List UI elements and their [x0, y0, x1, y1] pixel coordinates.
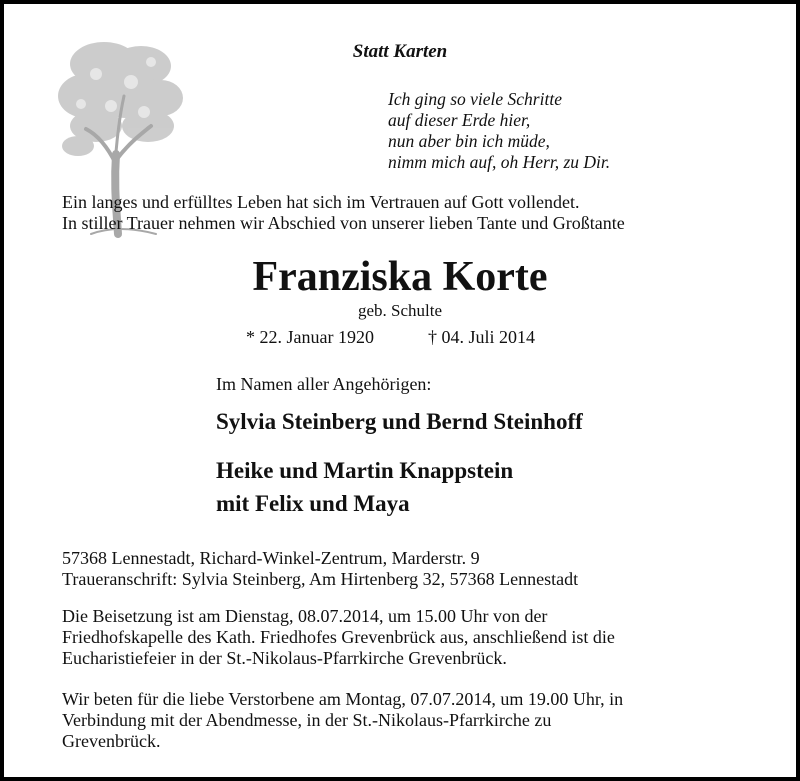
- mourner-line: Sylvia Steinberg und Bernd Steinhoff: [216, 409, 583, 434]
- address-block: [62, 548, 578, 590]
- death-date: † 04. Juli 2014: [428, 327, 536, 347]
- prayer-info: [62, 689, 623, 752]
- intro-line: In stiller Trauer nehmen wir Abschied von unserer lieben Tante und Großtante: [62, 213, 625, 233]
- funeral-line: Eucharistiefeier in der St.-Nikolaus-Pfarrkirche Grevenbrück.: [62, 648, 507, 668]
- intro-text: [62, 192, 625, 234]
- funeral-line: Friedhofskapelle des Kath. Friedhofes Grevenbrück aus, anschließend ist die: [62, 627, 615, 647]
- prayer-line: Wir beten für die liebe Verstorbene am Montag, 07.07.2014, um 19.00 Uhr, in: [62, 689, 624, 709]
- notice-heading: Statt Karten: [352, 41, 448, 62]
- prayer-line: Verbindung mit der Abendmesse, in der St.-Nikolaus-Pfarrkirche zu: [62, 710, 552, 730]
- poem-line: nimm mich auf, oh Herr, zu Dir.: [388, 152, 611, 172]
- birth-date: * 22. Januar 1920: [246, 327, 374, 347]
- deceased-name: Franziska Korte: [252, 254, 548, 300]
- prayer-line: Grevenbrück.: [62, 731, 161, 751]
- address-line: 57368 Lennestadt, Richard-Winkel-Zentrum, Marderstr. 9: [62, 548, 480, 568]
- address-line: Traueranschrift: Sylvia Steinberg, Am Hirtenberg 32, 57368 Lennestadt: [62, 569, 579, 589]
- mourner-line: Heike und Martin Knappstein: [216, 458, 514, 483]
- mourners-intro: Im Namen aller Angehörigen:: [216, 374, 432, 394]
- maiden-name: geb. Schulte: [357, 301, 443, 320]
- poem-line: Ich ging so viele Schritte: [388, 89, 562, 109]
- poem-line: auf dieser Erde hier,: [388, 110, 531, 130]
- funeral-line: Die Beisetzung ist am Dienstag, 08.07.2014, um 15.00 Uhr von der: [62, 606, 548, 626]
- mourner-line: mit Felix und Maya: [216, 491, 410, 516]
- funeral-info: [62, 606, 615, 669]
- poem-line: nun aber bin ich müde,: [388, 131, 550, 151]
- intro-line: Ein langes und erfülltes Leben hat sich im Vertrauen auf Gott vollendet.: [62, 192, 580, 212]
- poem: [388, 89, 610, 173]
